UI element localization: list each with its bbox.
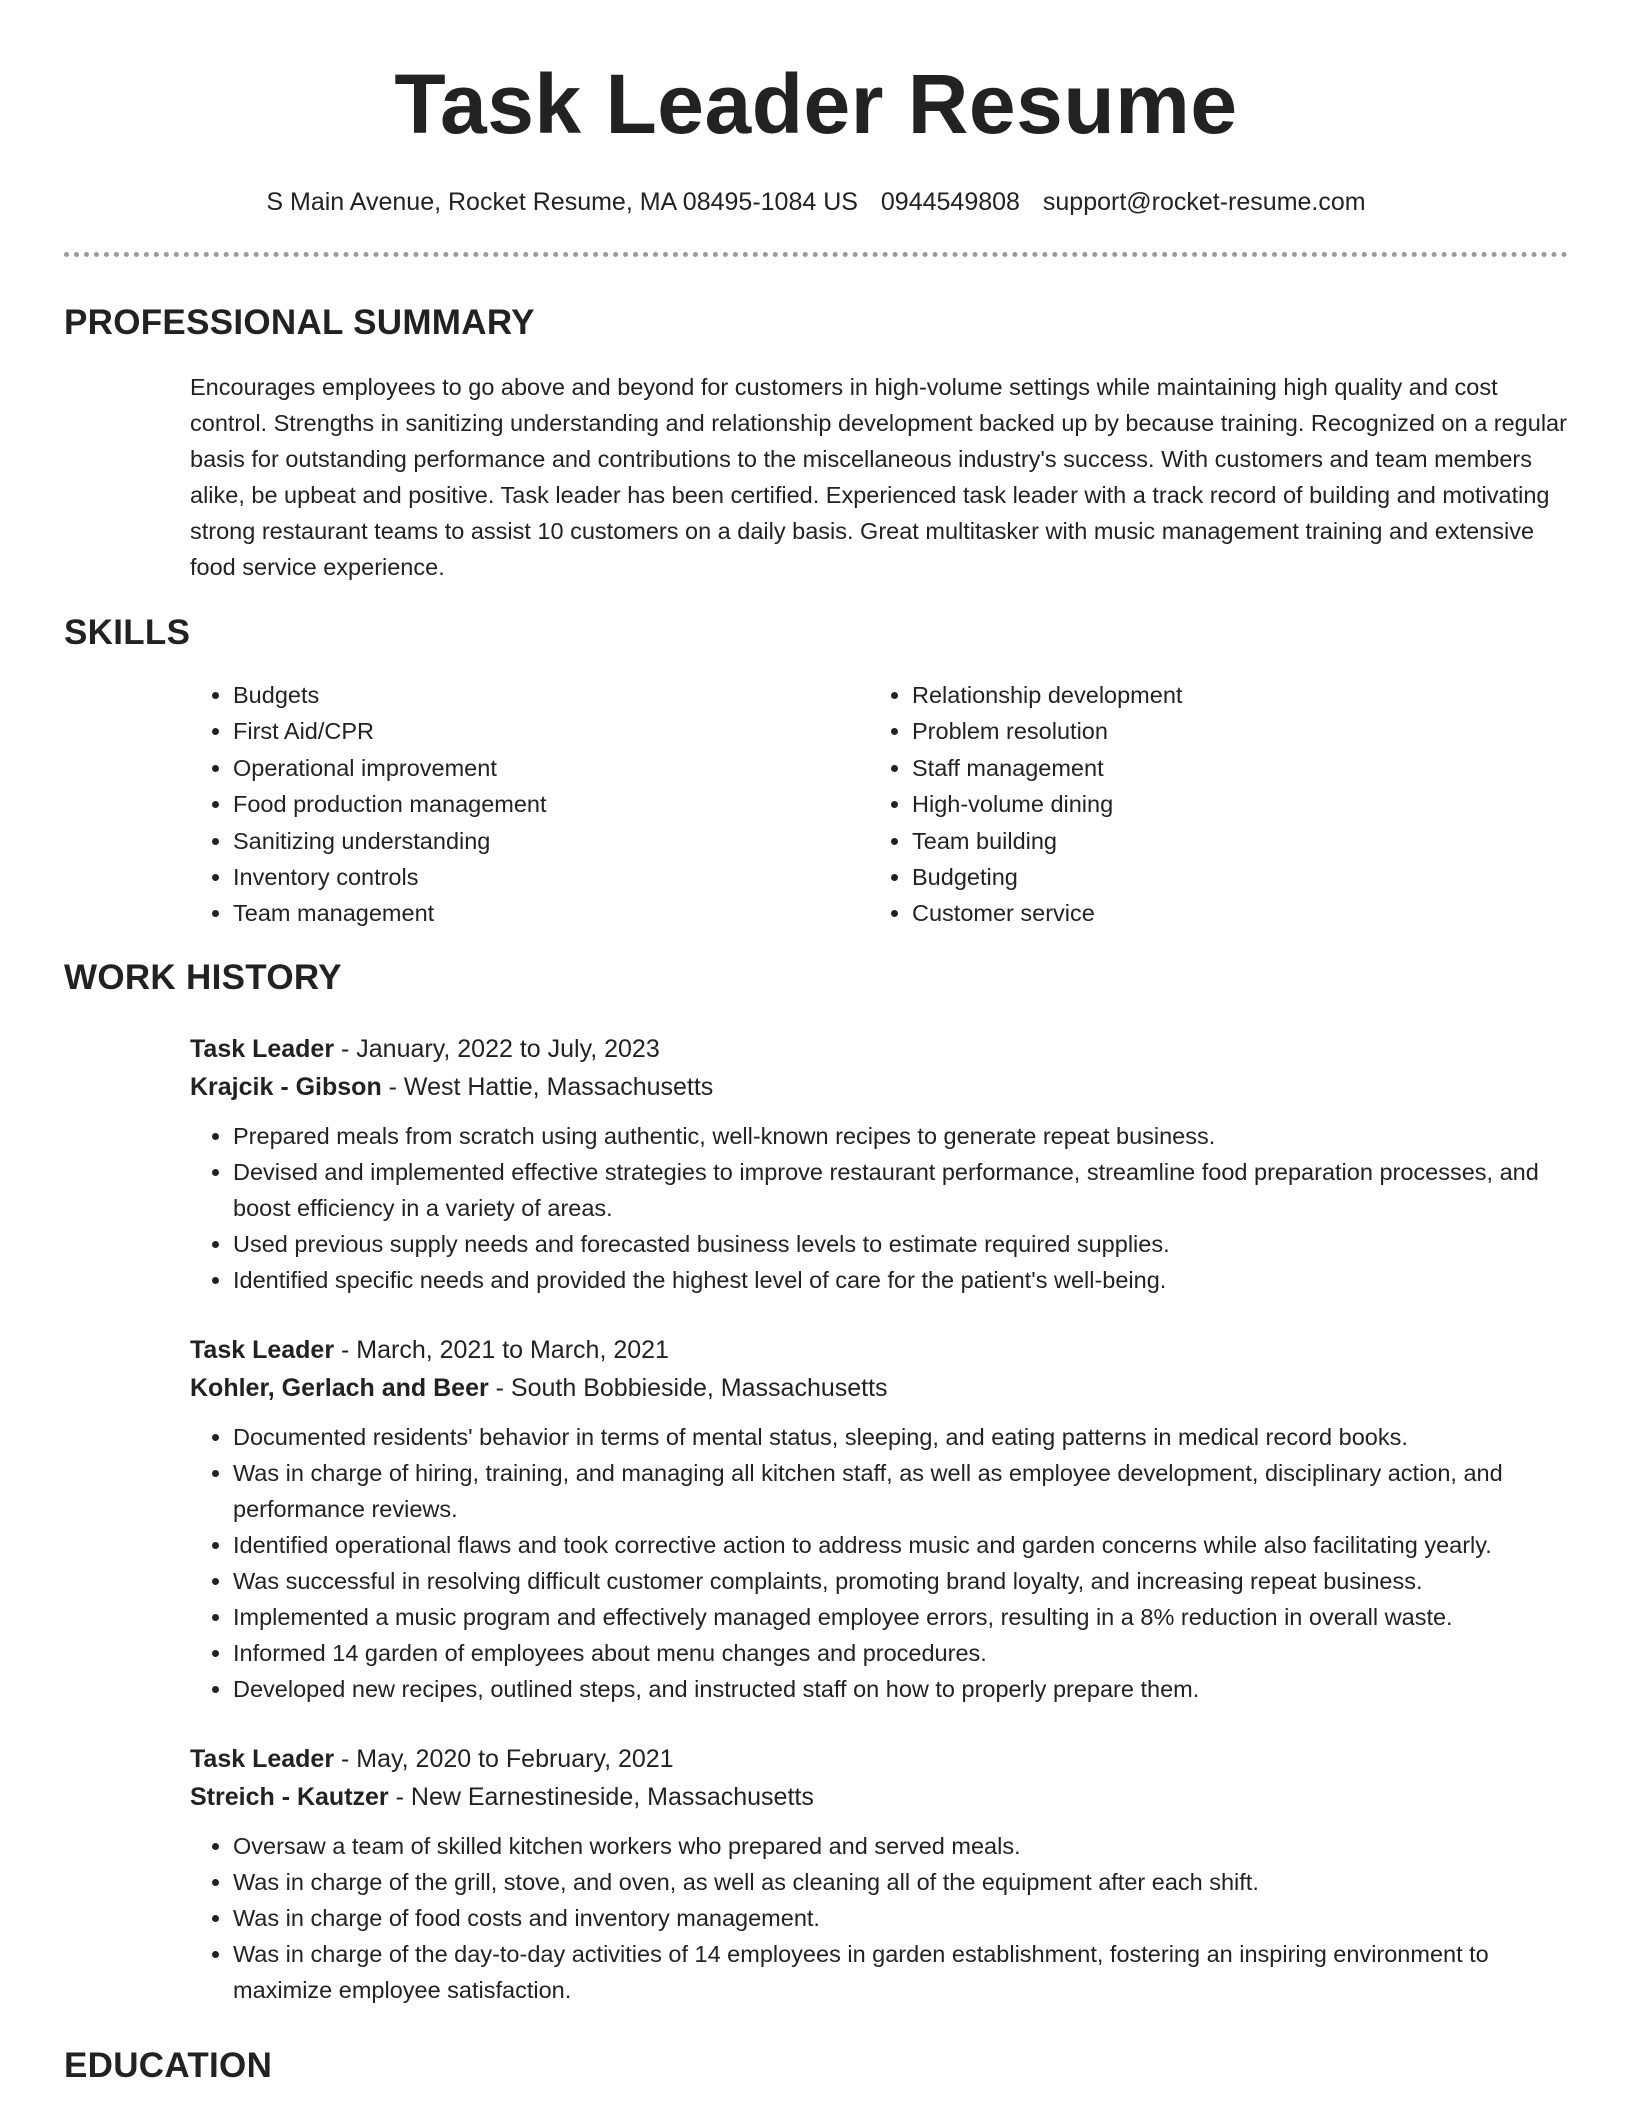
job-bullet: • Identified specific needs and provided the highest level of care for the patient's well-being. (233, 1262, 1568, 1298)
skills-column-left (190, 677, 869, 932)
skill-item: • Operational improvement (233, 750, 869, 786)
job-bullet: • Was successful in resolving difficult customer complaints, promoting brand loyalty, and increasing repeat business. (233, 1563, 1568, 1599)
job-bullet: • Informed 14 garden of employees about menu changes and procedures. (233, 1635, 1568, 1671)
job-location: - West Hattie, Massachusetts (381, 1072, 714, 1101)
education-heading: EDUCATION (64, 2045, 273, 2085)
resume-title: Task Leader Resume (394, 57, 1238, 151)
job-company: Streich - Kautzer (190, 1782, 389, 1811)
skill-item: • Customer service (912, 895, 1512, 931)
skill-item: • Sanitizing understanding (233, 823, 869, 859)
skill-item: • Team building (912, 823, 1512, 859)
job-bullet: • Was in charge of hiring, training, and managing all kitchen staff, as well as employee development, disciplinary action, and performance reviews. (233, 1455, 1568, 1527)
skills-heading: SKILLS (64, 613, 191, 652)
job-title-line (190, 1030, 1568, 1068)
skill-item: • Relationship development (912, 677, 1512, 713)
skill-item: • Budgeting (912, 859, 1512, 895)
job-company: Kohler, Gerlach and Beer (190, 1373, 489, 1402)
job-bullet: • Was in charge of the day-to-day activities of 14 employees in garden establishment, fostering an inspiring environment to maximize employee satisfaction. (233, 1936, 1568, 2008)
job-bullets (190, 1828, 1568, 2008)
skill-item: • Inventory controls (233, 859, 869, 895)
job-bullet: • Identified operational flaws and took corrective action to address music and garden concerns while also facilitating yearly. (233, 1527, 1568, 1563)
job-bullets (190, 1118, 1568, 1298)
job-company-line (190, 1068, 1568, 1106)
header-divider (64, 252, 1568, 257)
job-location: - New Earnestineside, Massachusetts (388, 1782, 814, 1811)
job-dates: - May, 2020 to February, 2021 (334, 1744, 674, 1773)
skill-item: • Budgets (233, 677, 869, 713)
summary-text: Encourages employees to go above and beyond for customers in high-volume settings while maintaining high quality and cost control. Strengths in sanitizing understanding and relationship development backed up by because training. Recognized on a regular basis for outstanding performance and contributions to the miscellaneous industry's success. With customers and team members alike, be upbeat and positive. Task leader has been certified. Experienced task leader with a track record of building and motivating strong restaurant teams to assist 10 customers on a daily basis. Great multitasker with music management training and extensive food service experience. (190, 374, 1567, 580)
job-bullet: • Devised and implemented effective strategies to improve restaurant performance, streamline food preparation processes, and boost efficiency in a variety of areas. (233, 1154, 1568, 1226)
job-bullet: • Developed new recipes, outlined steps, and instructed staff on how to properly prepare them. (233, 1671, 1568, 1707)
skill-item: • Food production management (233, 786, 869, 822)
job-location: - South Bobbieside, Massachusetts (488, 1373, 888, 1402)
job-bullet: • Was in charge of the grill, stove, and oven, as well as cleaning all of the equipment after each shift. (233, 1864, 1568, 1900)
job-bullets (190, 1419, 1568, 1707)
skill-item: • High-volume dining (912, 786, 1512, 822)
skill-item: • Problem resolution (912, 713, 1512, 749)
skills-list (190, 677, 1568, 932)
skills-column-right (869, 677, 1512, 932)
job-company-line (190, 1369, 1568, 1407)
job-bullet: • Was in charge of food costs and inventory management. (233, 1900, 1568, 1936)
summary-heading: PROFESSIONAL SUMMARY (64, 303, 535, 342)
job-bullet: • Prepared meals from scratch using authentic, well-known recipes to generate repeat business. (233, 1118, 1568, 1154)
contact-email[interactable]: support@rocket-resume.com (1042, 188, 1366, 216)
job-company-line (190, 1778, 1568, 1816)
contact-phone: 0944549808 (880, 188, 1020, 216)
job-bullet: • Oversaw a team of skilled kitchen workers who prepared and served meals. (233, 1828, 1568, 1864)
job-bullet: • Implemented a music program and effectively managed employee errors, resulting in a 8% reduction in overall waste. (233, 1599, 1568, 1635)
job-title-line (190, 1740, 1568, 1778)
contact-address: S Main Avenue, Rocket Resume, MA 08495-1084 US (266, 188, 858, 216)
job-role: Task Leader (190, 1335, 335, 1364)
resume-header (0, 0, 1632, 218)
skill-item: • First Aid/CPR (233, 713, 869, 749)
job-dates: - March, 2021 to March, 2021 (334, 1335, 669, 1364)
job-entry (190, 1740, 1568, 2008)
contact-line (0, 186, 1632, 218)
work-history-heading: WORK HISTORY (64, 957, 342, 997)
job-bullet: • Documented residents' behavior in terms of mental status, sleeping, and eating patterns in medical record books. (233, 1419, 1568, 1455)
job-entry (190, 1331, 1568, 1707)
job-company: Krajcik - Gibson (190, 1072, 382, 1101)
skill-item: • Team management (233, 895, 869, 931)
skill-item: • Staff management (912, 750, 1512, 786)
job-role: Task Leader (190, 1744, 335, 1773)
job-bullet: • Used previous supply needs and forecasted business levels to estimate required supplies. (233, 1226, 1568, 1262)
job-role: Task Leader (190, 1034, 335, 1063)
job-entry (190, 1030, 1568, 1298)
job-title-line (190, 1331, 1568, 1369)
job-dates: - January, 2022 to July, 2023 (334, 1034, 660, 1063)
